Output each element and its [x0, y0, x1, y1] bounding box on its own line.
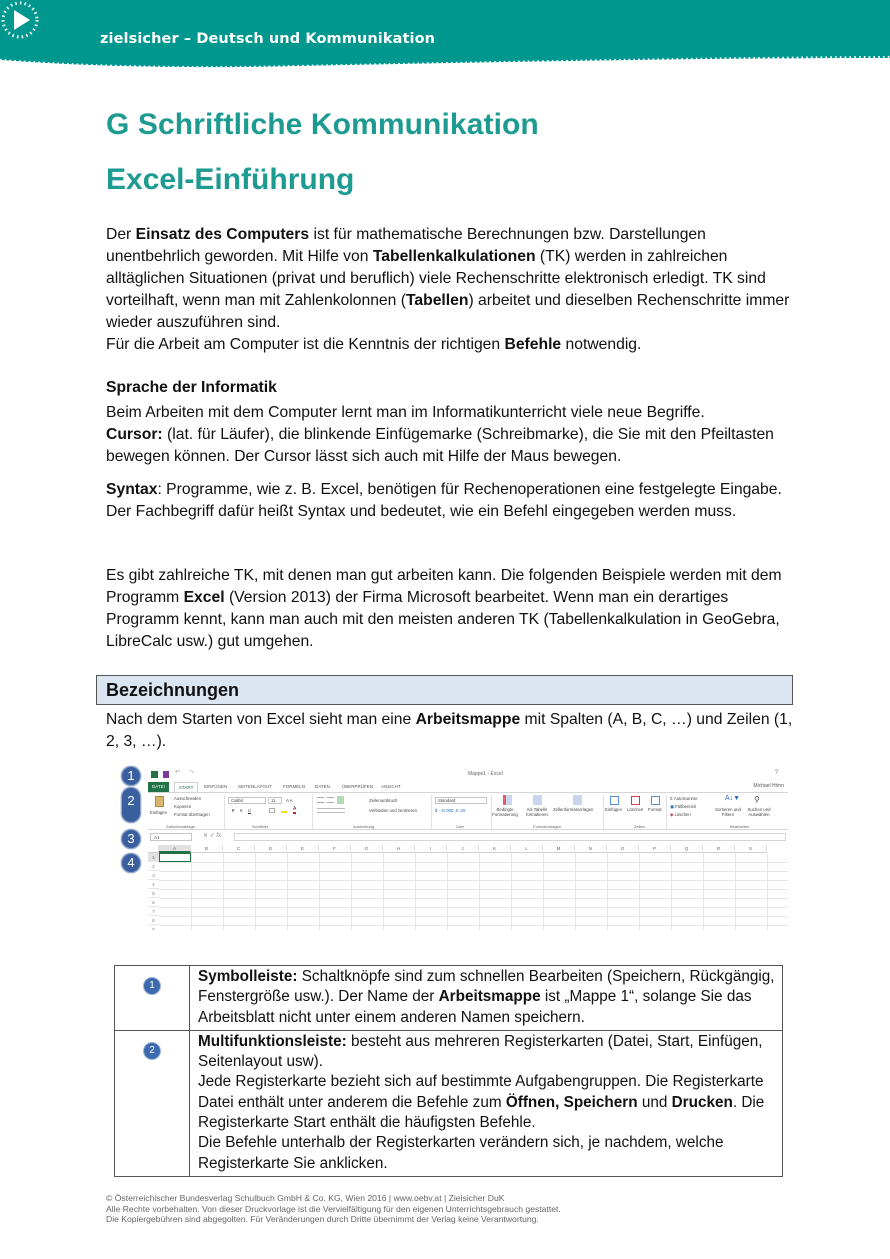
row-header[interactable]: 2: [148, 862, 159, 871]
gridline: [287, 853, 288, 930]
save-icon[interactable]: [163, 771, 169, 778]
delete-cells-icon[interactable]: [631, 796, 640, 805]
gridline: [447, 853, 448, 930]
text: (lat. für Läufer), die blinkende Einfügemarke (Schreibmarke), die Sie mit den Pfeiltasten bewegen können. Der Cursor lässt sich auch mit Hilfe der Maus bewegen.: [106, 426, 774, 465]
font-color-icon[interactable]: A: [293, 806, 297, 812]
section-heading-sprache: Sprache der Informatik: [106, 379, 277, 396]
format-painter-button[interactable]: Format übertragen: [174, 812, 210, 817]
horizontal-align-icons[interactable]: [317, 808, 345, 813]
group-label: Zahl: [456, 824, 464, 829]
insert-cells-icon[interactable]: [610, 796, 619, 805]
column-header[interactable]: G: [351, 845, 383, 853]
column-header[interactable]: Q: [671, 845, 703, 853]
formula-buttons[interactable]: ✕ ✓ fx: [203, 833, 222, 839]
bold-term: Drucken: [671, 1093, 733, 1111]
format-cells-icon[interactable]: [651, 796, 660, 805]
divider: [666, 795, 667, 829]
paste-button[interactable]: Einfügen: [150, 810, 167, 815]
eraser-icon: ◆: [670, 812, 674, 817]
column-header[interactable]: B: [191, 845, 223, 853]
fill-color-icon[interactable]: [281, 808, 287, 813]
align-top-icon[interactable]: [317, 797, 324, 803]
fill-icon: ▣: [670, 804, 675, 809]
sort-filter-icon[interactable]: A↓▼: [725, 795, 741, 802]
number-cell: [115, 966, 190, 1031]
text: besteht aus mehreren Registerkarten (Datei, Start, Einfügen, Seitenlayout usw).: [198, 1032, 763, 1071]
gridline: [159, 925, 788, 926]
ribbon: [148, 792, 788, 830]
conditional-formatting-icon[interactable]: [503, 795, 512, 805]
group-label: Zellen: [634, 824, 645, 829]
tab-ueberpruefen[interactable]: ÜBERPRÜFEN: [342, 784, 374, 789]
tab-start[interactable]: START: [174, 782, 198, 792]
column-header[interactable]: C: [223, 845, 255, 853]
bold-term: Befehle: [504, 336, 562, 353]
footer-line: © Österreichischer Bundesverlag Schulbuch GmbH & Co. KG, Wien 2016 | www.oebv.at | Zielsicher DuK: [106, 1193, 505, 1203]
group-label: Bearbeiten: [730, 824, 750, 829]
text: Für die Arbeit am Computer ist die Kenntnis der richtigen: [106, 336, 505, 353]
group-label: Schriftart: [252, 824, 269, 829]
grow-font-icon[interactable]: A A: [286, 798, 293, 803]
gridline: [639, 853, 640, 930]
bold-term: Multifunktionsleiste:: [198, 1032, 347, 1050]
gridline: [255, 853, 256, 930]
font-dropdown[interactable]: Calibri: [228, 797, 266, 804]
row-header[interactable]: 6: [148, 898, 159, 907]
undo-icon[interactable]: ↶: [175, 770, 181, 776]
column-header[interactable]: O: [607, 845, 639, 853]
column-header[interactable]: A: [159, 845, 191, 853]
gridline: [671, 853, 672, 930]
formula-bar: [148, 832, 788, 842]
page-title: Excel-Einführung: [106, 163, 355, 196]
row-header[interactable]: 7: [148, 907, 159, 916]
bold-button[interactable]: F: [232, 808, 235, 813]
wrap-text-button[interactable]: Zeilenumbruch: [369, 798, 398, 803]
row-header[interactable]: 5: [148, 889, 159, 898]
tab-datei[interactable]: DATEI: [148, 782, 169, 792]
gridline: [479, 853, 480, 930]
gridline: [703, 853, 704, 930]
header-banner: [0, 0, 890, 75]
callout-badge-1: 1: [121, 766, 141, 786]
clear-label: Löschen: [674, 812, 691, 817]
gridline: [511, 853, 512, 930]
text: Beim Arbeiten mit dem Computer lernt man im Informatikunterricht viele neue Begriffe.: [106, 404, 705, 421]
row-header[interactable]: 8: [148, 916, 159, 925]
italic-button[interactable]: K: [240, 808, 243, 813]
excel-screenshot: [148, 768, 788, 930]
row-header[interactable]: 3: [148, 871, 159, 880]
syntax-paragraph: [106, 479, 796, 523]
table-row: [115, 1030, 783, 1176]
text: Nach dem Starten von Excel sieht man eine: [106, 711, 416, 728]
gridline: [159, 898, 788, 899]
number-cell: [115, 1030, 190, 1176]
window-title: Mappe1 - Excel: [468, 771, 503, 777]
bold-term: Cursor:: [106, 426, 163, 443]
clear-button[interactable]: [670, 812, 691, 818]
description-cell: [190, 1030, 783, 1176]
cut-button[interactable]: Ausschneiden: [174, 796, 201, 801]
column-header[interactable]: H: [383, 845, 415, 853]
text: Es gibt zahlreiche TK, mit denen man gut arbeiten kann. Die folgenden Beispiele werden mit dem Programm: [106, 567, 782, 606]
bold-term: Öffnen, Speichern: [505, 1093, 638, 1111]
gridline: [319, 853, 320, 930]
column-header[interactable]: M: [543, 845, 575, 853]
fill-button[interactable]: [670, 804, 696, 810]
gridline: [767, 853, 768, 930]
footer-line: Die Kopiergebühren sind abgegolten. Für Veränderungen durch Dritte übernimmt der Verlag keine Verantwortung.: [106, 1214, 539, 1225]
help-icon[interactable]: ?: [774, 770, 778, 776]
play-icon: [0, 0, 40, 40]
group-label: Zwischenablage: [166, 824, 195, 829]
tab-ansicht[interactable]: ANSICHT: [381, 784, 401, 789]
format-cells-button[interactable]: Format: [648, 807, 662, 812]
column-header[interactable]: S: [735, 845, 767, 853]
gridline: [223, 853, 224, 930]
gridline: [159, 862, 788, 863]
gridline: [575, 853, 576, 930]
text: Die Befehle unterhalb der Registerkarten verändern sich, je nachdem, welche Registerkarte Sie anklicken.: [198, 1134, 724, 1172]
bezeichnungen-paragraph: [106, 709, 796, 753]
copy-button[interactable]: Kopieren: [174, 804, 192, 809]
gridline: [383, 853, 384, 930]
gridline: [159, 916, 788, 917]
gridline: [607, 853, 608, 930]
bold-term: Arbeitsmappe: [438, 988, 541, 1006]
merge-center-button[interactable]: Verbinden und zentrieren: [369, 808, 418, 813]
column-header[interactable]: L: [511, 845, 543, 853]
find-binoculars-icon[interactable]: ⚲: [754, 795, 760, 804]
bold-term: Tabellen: [405, 292, 469, 309]
number-format-dropdown[interactable]: Standard: [435, 797, 487, 804]
worksheet-grid[interactable]: [148, 845, 788, 930]
redo-icon[interactable]: ↷: [189, 770, 195, 776]
column-header[interactable]: K: [479, 845, 511, 853]
quick-access-toolbar: [148, 768, 788, 780]
text: notwendig.: [561, 336, 642, 353]
border-icon[interactable]: [269, 808, 275, 813]
formula-input[interactable]: [234, 833, 786, 841]
text: und: [637, 1093, 672, 1111]
text: ) arbeitet und dieselben Rechenschritte immer wieder auszuführen sind.: [106, 292, 790, 331]
gridline: [159, 907, 788, 908]
group-label: Ausrichtung: [353, 824, 375, 829]
bold-term: Syntax: [106, 481, 158, 498]
conditional-formatting-button[interactable]: Bedingte Formatierung: [492, 807, 518, 817]
callout-badge-4: 4: [121, 853, 141, 873]
column-header[interactable]: D: [255, 845, 287, 853]
font-size-dropdown[interactable]: 11: [268, 797, 282, 804]
fill-label: Füllbereich: [675, 804, 697, 809]
description-cell: [190, 966, 783, 1031]
text: Der: [106, 226, 136, 243]
format-as-table-button[interactable]: Als Tabelle formatieren: [526, 807, 548, 817]
number-badge: 2: [143, 1042, 161, 1060]
tk-paragraph: [106, 565, 796, 653]
user-name[interactable]: Michael Hönn: [753, 783, 784, 789]
intro-paragraph: [106, 224, 796, 356]
autosum-button[interactable]: Σ AutoSumme: [670, 796, 698, 801]
name-box[interactable]: A1: [150, 833, 192, 841]
gridline: [351, 853, 352, 930]
delete-cells-button[interactable]: Löschen: [627, 807, 644, 812]
table-row: [115, 966, 783, 1031]
cell-styles-button[interactable]: Zellenformatvorlagen: [553, 807, 594, 812]
insert-cells-button[interactable]: Einfügen: [605, 807, 622, 812]
divider: [224, 795, 225, 829]
group-label: Formatvorlagen: [533, 824, 562, 829]
gridline: [735, 853, 736, 930]
underline-button[interactable]: U: [248, 808, 252, 813]
cursor-paragraph: [106, 402, 796, 468]
description-table: [114, 965, 783, 1177]
column-header[interactable]: E: [287, 845, 319, 853]
section-heading: Bezeichnungen: [106, 680, 240, 700]
row-header[interactable]: 9: [148, 925, 159, 930]
text: mit Spalten (A, B, C, …) und Zeilen (1, 2, 3, …).: [106, 711, 793, 750]
paste-icon[interactable]: [155, 796, 164, 807]
text: ist für mathematische Berechnungen bzw. Darstellungen unentbehrlich geworden. Mit Hilfe von: [106, 226, 706, 265]
column-header[interactable]: F: [319, 845, 351, 853]
row-header[interactable]: 1: [148, 853, 159, 862]
brand-title: zielsicher – Deutsch und Kommunikation: [100, 31, 436, 47]
text: (TK) werden in zahlreichen alltäglichen Situationen (privat und beruflich) viele Rechenschritte elektronisch erledigt. TK sind vorteilhaft, wenn man mit Zahlenkolonnen (: [106, 248, 766, 309]
bold-term: Excel: [183, 589, 225, 606]
tab-daten[interactable]: DATEN: [315, 784, 330, 789]
tab-seitenlayout[interactable]: SEITENLAYOUT: [238, 784, 272, 789]
section-bar-bezeichnungen: [96, 675, 793, 705]
gridline: [159, 871, 788, 872]
bold-term: Symbolleiste:: [198, 968, 298, 985]
text: : Programme, wie z. B. Excel, benötigen für Rechenoperationen eine festgelegte Eingabe. Der Fachbegriff dafür heißt Syntax und bedeutet, wie ein Befehl eingegeben werden muss.: [106, 481, 782, 520]
fx-icon[interactable]: fx: [216, 833, 222, 839]
number-badge: 1: [143, 977, 161, 995]
tab-einfuegen[interactable]: EINFÜGEN: [204, 784, 228, 789]
callout-badge-2: 2: [121, 787, 141, 823]
align-bottom-icon[interactable]: [337, 796, 344, 804]
format-as-table-icon[interactable]: [533, 795, 542, 805]
row-header[interactable]: 4: [148, 880, 159, 889]
divider: [312, 795, 313, 829]
autosum-label: AutoSumme: [673, 796, 698, 801]
sort-filter-button[interactable]: Sortieren und Filtern: [715, 807, 741, 817]
chapter-title: G Schriftliche Kommunikation: [106, 108, 539, 141]
select-all-corner[interactable]: [148, 845, 159, 853]
tab-formeln[interactable]: FORMELN: [283, 784, 306, 789]
footer-copyright: [106, 1193, 561, 1225]
selected-cell-a1[interactable]: [159, 853, 191, 862]
column-header[interactable]: J: [447, 845, 479, 853]
divider: [431, 795, 432, 829]
text: (Version 2013) der Firma Microsoft bearbeitet. Wenn man ein derartiges Programm kennt, kann man auch mit den meisten anderen TK (Tabellenkalkulation in GeoGebra, LibreCalc usw.) gut umgehen.: [106, 589, 780, 650]
find-select-button[interactable]: Suchen und Auswählen: [747, 807, 771, 817]
currency-percent-icons[interactable]: $ · % 000 ,0 ,00: [435, 808, 466, 813]
footer-line: Alle Rechte vorbehalten. Von dieser Druckvorlage ist die Vervielfältigung für den eigenen Unterrichtsgebrauch gestattet.: [106, 1203, 561, 1214]
column-header[interactable]: P: [639, 845, 671, 853]
text: Jede Registerkarte bezieht sich auf bestimmte Aufgabengruppen. Die Registerkarte Datei enthält unter anderem die Befehle zum: [198, 1073, 764, 1111]
cell-styles-icon[interactable]: [573, 795, 582, 805]
bold-term: Tabellenkalkulationen: [372, 248, 536, 265]
gridline: [191, 853, 192, 930]
bold-term: Einsatz des Computers: [135, 226, 310, 243]
align-middle-icon[interactable]: [327, 797, 334, 803]
text: ist „Mappe 1“, solange Sie das Arbeitsblatt nicht unter einem anderen Namen speichern.: [198, 988, 752, 1026]
text: Schaltknöpfe sind zum schnellen Bearbeiten (Speichern, Rückgängig, Fenstergröße usw.). Der Name der: [198, 968, 775, 1006]
callout-badge-3: 3: [121, 829, 141, 849]
gridline: [415, 853, 416, 930]
excel-logo-icon: [151, 771, 158, 778]
column-header[interactable]: R: [703, 845, 735, 853]
bold-term: Arbeitsmappe: [415, 711, 521, 728]
gridline: [159, 889, 788, 890]
column-header[interactable]: I: [415, 845, 447, 853]
column-header[interactable]: N: [575, 845, 607, 853]
text: . Die Registerkarte Start enthält die häufigsten Befehle.: [198, 1093, 765, 1132]
ribbon-tabs: [148, 782, 788, 792]
divider: [603, 795, 604, 829]
gridline: [159, 880, 788, 881]
gridline: [543, 853, 544, 930]
